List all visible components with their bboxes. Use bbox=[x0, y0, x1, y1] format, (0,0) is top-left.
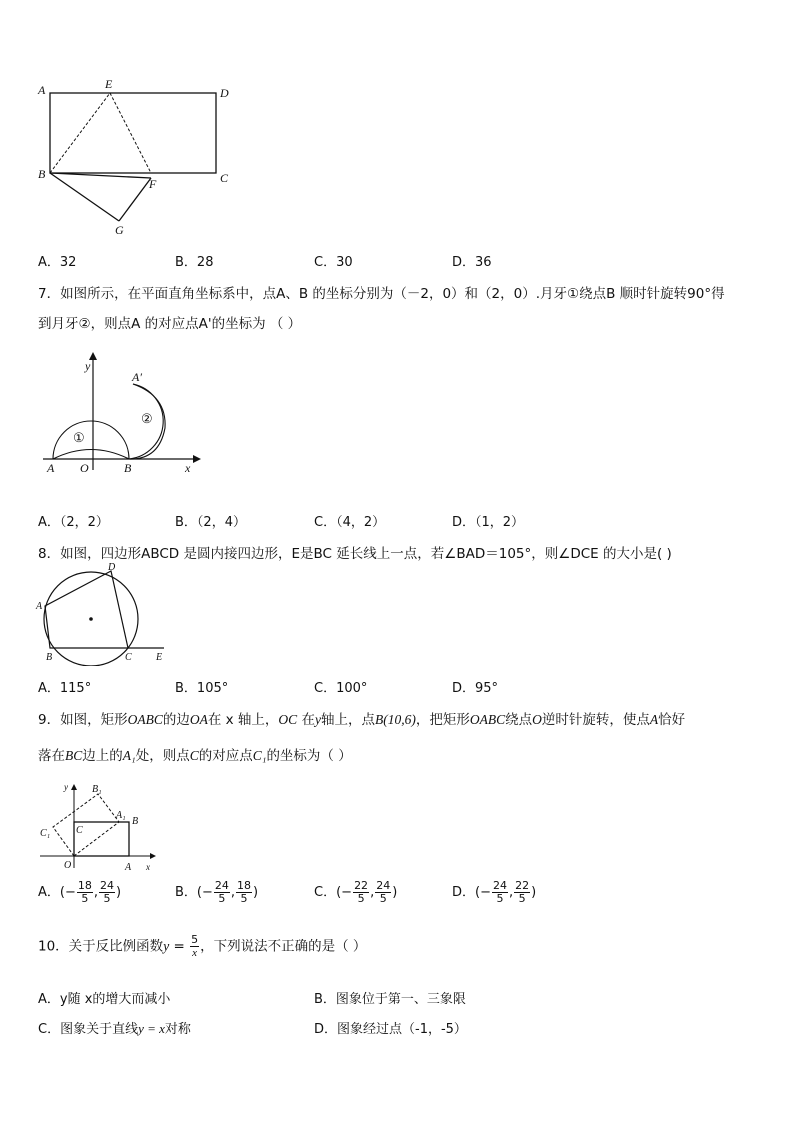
fraction: $\frac{24}{5}$ bbox=[214, 879, 229, 905]
label-C1: C₁ bbox=[40, 828, 51, 839]
x-axis-arrow bbox=[193, 455, 201, 463]
q10-stem-line1: 10．关于反比例函数y = $\frac{5}{x}$ ，下列说法不正确的是（ ） bbox=[38, 933, 367, 959]
rect-OA1B1C1 bbox=[53, 794, 119, 856]
label-D: D bbox=[220, 86, 229, 100]
q8-option-d[interactable]: D．95° bbox=[452, 681, 499, 696]
label-C: C bbox=[76, 825, 83, 836]
y-axis-arrow bbox=[71, 784, 77, 790]
q7-option-d[interactable]: D．（1，2） bbox=[452, 515, 525, 530]
label-A: A bbox=[47, 461, 55, 475]
fraction: $\frac{22}{5}$ bbox=[515, 879, 530, 905]
label-E: E bbox=[156, 652, 163, 663]
label-B1: B₁ bbox=[92, 784, 102, 795]
q8-option-c[interactable]: C．100° bbox=[314, 681, 368, 696]
segment-BF bbox=[50, 173, 151, 178]
x-axis-arrow bbox=[150, 853, 156, 859]
q8-stem-line1: 8．如图，四边形ABCD 是圆内接四边形，E是BC 延长线上一点，若∠BAD＝105°，则∠DCE 的大小是( ) bbox=[38, 546, 672, 562]
q9-option-a[interactable]: A．(− $\frac{18}{5}$ , $\frac{24}{5}$ ) bbox=[38, 879, 122, 905]
q6-option-c[interactable]: C．30 bbox=[314, 255, 353, 270]
label-y: y bbox=[85, 359, 91, 373]
label-G: G bbox=[115, 223, 124, 237]
q10-option-d[interactable]: D．图象经过点（-1，-5） bbox=[314, 1022, 467, 1037]
label-A: A bbox=[125, 862, 132, 873]
q9-option-b[interactable]: B．(− $\frac{24}{5}$ , $\frac{18}{5}$ ) bbox=[175, 879, 259, 905]
figure-rotated-rectangle bbox=[34, 776, 164, 876]
label-O: O bbox=[64, 860, 72, 871]
fraction: $\frac{24}{5}$ bbox=[100, 879, 115, 905]
segment-BE bbox=[50, 93, 110, 173]
label-A-prime: A′ bbox=[132, 370, 142, 384]
q10-option-a[interactable]: A．y随 x的增大而减小 bbox=[38, 992, 171, 1007]
fraction: $\frac{18}{5}$ bbox=[77, 879, 92, 905]
label-C: C bbox=[220, 171, 229, 185]
segment-FG bbox=[119, 178, 151, 221]
crescent-1-inner bbox=[53, 450, 129, 460]
label-F: F bbox=[149, 177, 157, 191]
q9-option-c[interactable]: C．(− $\frac{22}{5}$ , $\frac{24}{5}$ ) bbox=[314, 879, 398, 905]
figure-cyclic-quadrilateral bbox=[32, 562, 172, 666]
label-B: B bbox=[38, 167, 46, 181]
circle-center bbox=[89, 617, 93, 621]
fraction-5-over-x: $\frac{5}{x}$ bbox=[191, 933, 199, 959]
q6-option-b[interactable]: B．28 bbox=[175, 255, 214, 270]
label-crescent-2: ② bbox=[141, 411, 153, 426]
segment-BG bbox=[50, 173, 119, 221]
label-B: B bbox=[46, 652, 53, 663]
q7-stem-line1: 7．如图所示，在平面直角坐标系中，点A、B 的坐标分别为（－2，0）和（2，0）.月牙①绕点B 顺时针旋转90°得 bbox=[38, 286, 725, 302]
q7-option-b[interactable]: B．（2，4） bbox=[175, 515, 246, 530]
q7-option-a[interactable]: A．（2，2） bbox=[38, 515, 109, 530]
crescent-1-outer bbox=[53, 421, 129, 459]
label-A1: A₁ bbox=[116, 810, 126, 821]
q7-option-c[interactable]: C．（4，2） bbox=[314, 515, 386, 530]
fraction: $\frac{24}{5}$ bbox=[376, 879, 391, 905]
label-E: E bbox=[105, 77, 113, 91]
q8-option-a[interactable]: A．115° bbox=[38, 681, 92, 696]
q9-stem-line2: 落在BC边上的A₁处，则点C的对应点C₁的坐标为（ ） bbox=[38, 748, 352, 764]
label-A: A bbox=[38, 83, 46, 97]
label-B: B bbox=[132, 816, 139, 827]
q10-option-c[interactable]: C．图象关于直线y = x对称 bbox=[38, 1021, 191, 1037]
quadrilateral-ABCD bbox=[45, 571, 128, 648]
label-crescent-1: ① bbox=[73, 430, 85, 445]
q8-option-b[interactable]: B．105° bbox=[175, 681, 229, 696]
label-y: y bbox=[64, 782, 68, 792]
label-C: C bbox=[125, 652, 132, 663]
q10-option-b[interactable]: B．图象位于第一、三象限 bbox=[314, 992, 466, 1007]
q9-stem-line1: 9．如图，矩形OABC的边OA在 x 轴上，OC 在y轴上，点B(10,6)，把矩形OABC绕点O逆时针旋转，使点A恰好 bbox=[38, 712, 686, 728]
fraction: $\frac{18}{5}$ bbox=[237, 879, 252, 905]
figure-rectangle-fold bbox=[30, 70, 250, 240]
q6-option-a[interactable]: A．32 bbox=[38, 255, 77, 270]
segment-EF bbox=[110, 93, 151, 173]
label-O: O bbox=[80, 461, 89, 475]
fraction: $\frac{22}{5}$ bbox=[354, 879, 369, 905]
rect-ABCD bbox=[50, 93, 216, 173]
q7-stem-line2: 到月牙②，则点A 的对应点A'的坐标为 （ ） bbox=[38, 316, 302, 332]
q6-option-d[interactable]: D．36 bbox=[452, 255, 492, 270]
label-x: x bbox=[146, 862, 150, 872]
q9-option-d[interactable]: D．(− $\frac{24}{5}$ , $\frac{22}{5}$ ) bbox=[452, 879, 537, 905]
label-B: B bbox=[124, 461, 132, 475]
label-x: x bbox=[185, 461, 191, 475]
label-D: D bbox=[108, 562, 116, 573]
figure-crescent-rotation bbox=[35, 348, 205, 478]
fraction: $\frac{24}{5}$ bbox=[493, 879, 507, 905]
label-A: A bbox=[36, 601, 43, 612]
